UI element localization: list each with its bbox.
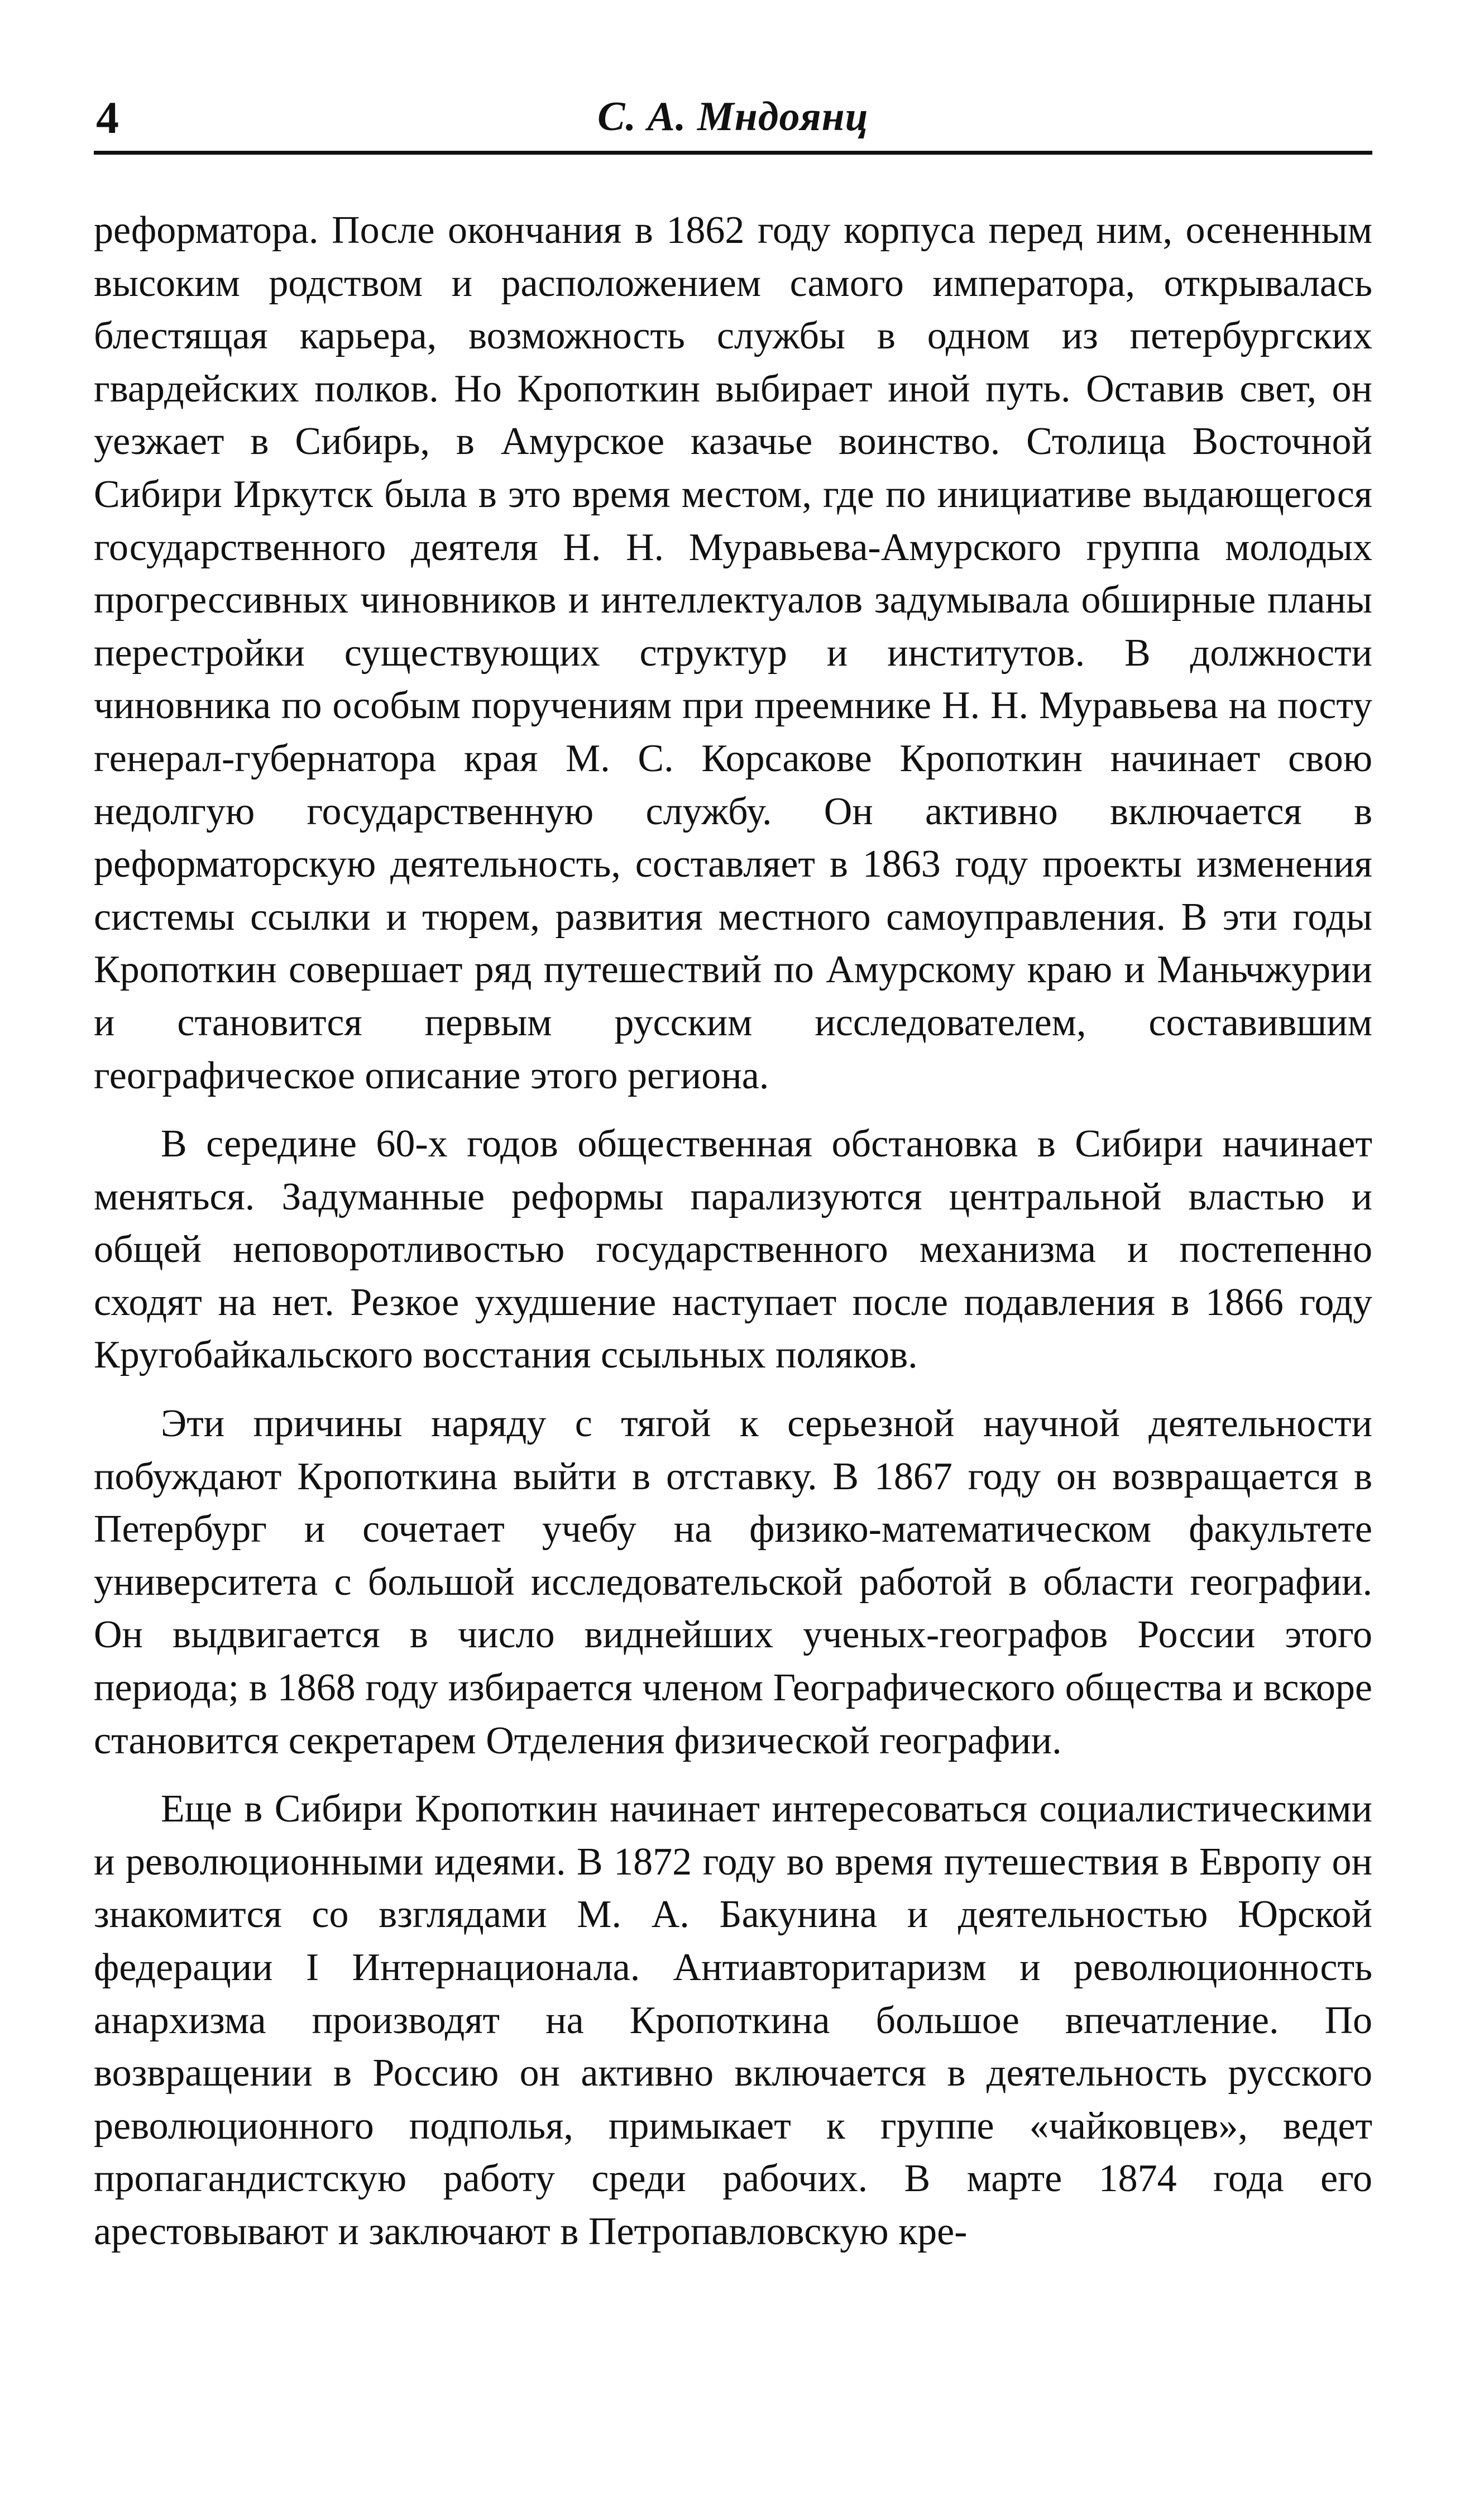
paragraph-4: Еще в Сибири Кропоткин начинает интересоваться социалистическими и революционными идеями. В 1872 году во время путешествия в Европу он знакомится со взглядами М. А. Бакунина и деятельностью Юрской федерации I Интернационала. Антиавторитаризм и революционность анархизма производят на Кропоткина большое впечатление. По возвращении в Россию он активно включается в деятельность русского революционного подполья, примыкает к группе «чайковцев», ведет пропагандистскую работу среди рабочих. В марте 1874 года его арестовывают и заключают в Петропавловскую кре- xyxy=(94,1787,1372,2253)
page-number: 4 xyxy=(96,92,119,143)
page-header xyxy=(94,84,1372,151)
paragraph-1: реформатора. После окончания в 1862 году корпуса перед ним, осененным высоким родством и расположением самого императора, открывалась блестящая карьера, возможность службы в одном из петербургских гвардейских полков. Но Кропоткин выбирает иной путь. Оставив свет, он уезжает в Сибирь, в Амурское казачье воинство. Столица Восточной Сибири Иркутск была в это время местом, где по инициативе выдающегося государственного деятеля Н. Н. Муравьева-Амурского группа молодых прогрессивных чиновников и интеллектуалов задумывала обширные планы перестройки существующих структур и институтов. В должности чиновника по особым поручениям при преемнике Н. Н. Муравьева на посту генерал-губернатора края М. С. Корсакове Кропоткин начинает свою недолгую государственную службу. Он активно включается в реформаторскую деятельность, составляет в 1863 году проекты изменения системы ссылки и тюрем, развития местного самоуправления. В эти годы Кропоткин совершает ряд путешествий по Амурскому краю и Маньчжурии и становится первым русским исследователем, составившим географическое описание этого региона. xyxy=(94,209,1372,1097)
header-rule xyxy=(94,151,1372,155)
body-text xyxy=(94,204,1372,2274)
paragraph-3: Эти причины наряду с тягой к серьезной научной деятельности побуждают Кропоткина выйти в отставку. В 1867 году он возвращается в Петербург и сочетает учебу на физико-математическом факультете университета с большой исследовательской работой в области географии. Он выдвигается в число виднейших ученых-географов России этого периода; в 1868 году избирается членом Географического общества и вскоре становится секретарем Отделения физической географии. xyxy=(94,1402,1372,1762)
paragraph-2: В середине 60-х годов общественная обстановка в Сибири начинает меняться. Задуманные реформы парализуются центральной властью и общей неповоротливостью государственного механизма и постепенно сходят на нет. Резкое ухудшение наступает после подавления в 1866 году Кругобайкальского восстания ссыльных поляков. xyxy=(94,1122,1372,1377)
running-head: С. А. Мндоянц xyxy=(597,94,869,140)
